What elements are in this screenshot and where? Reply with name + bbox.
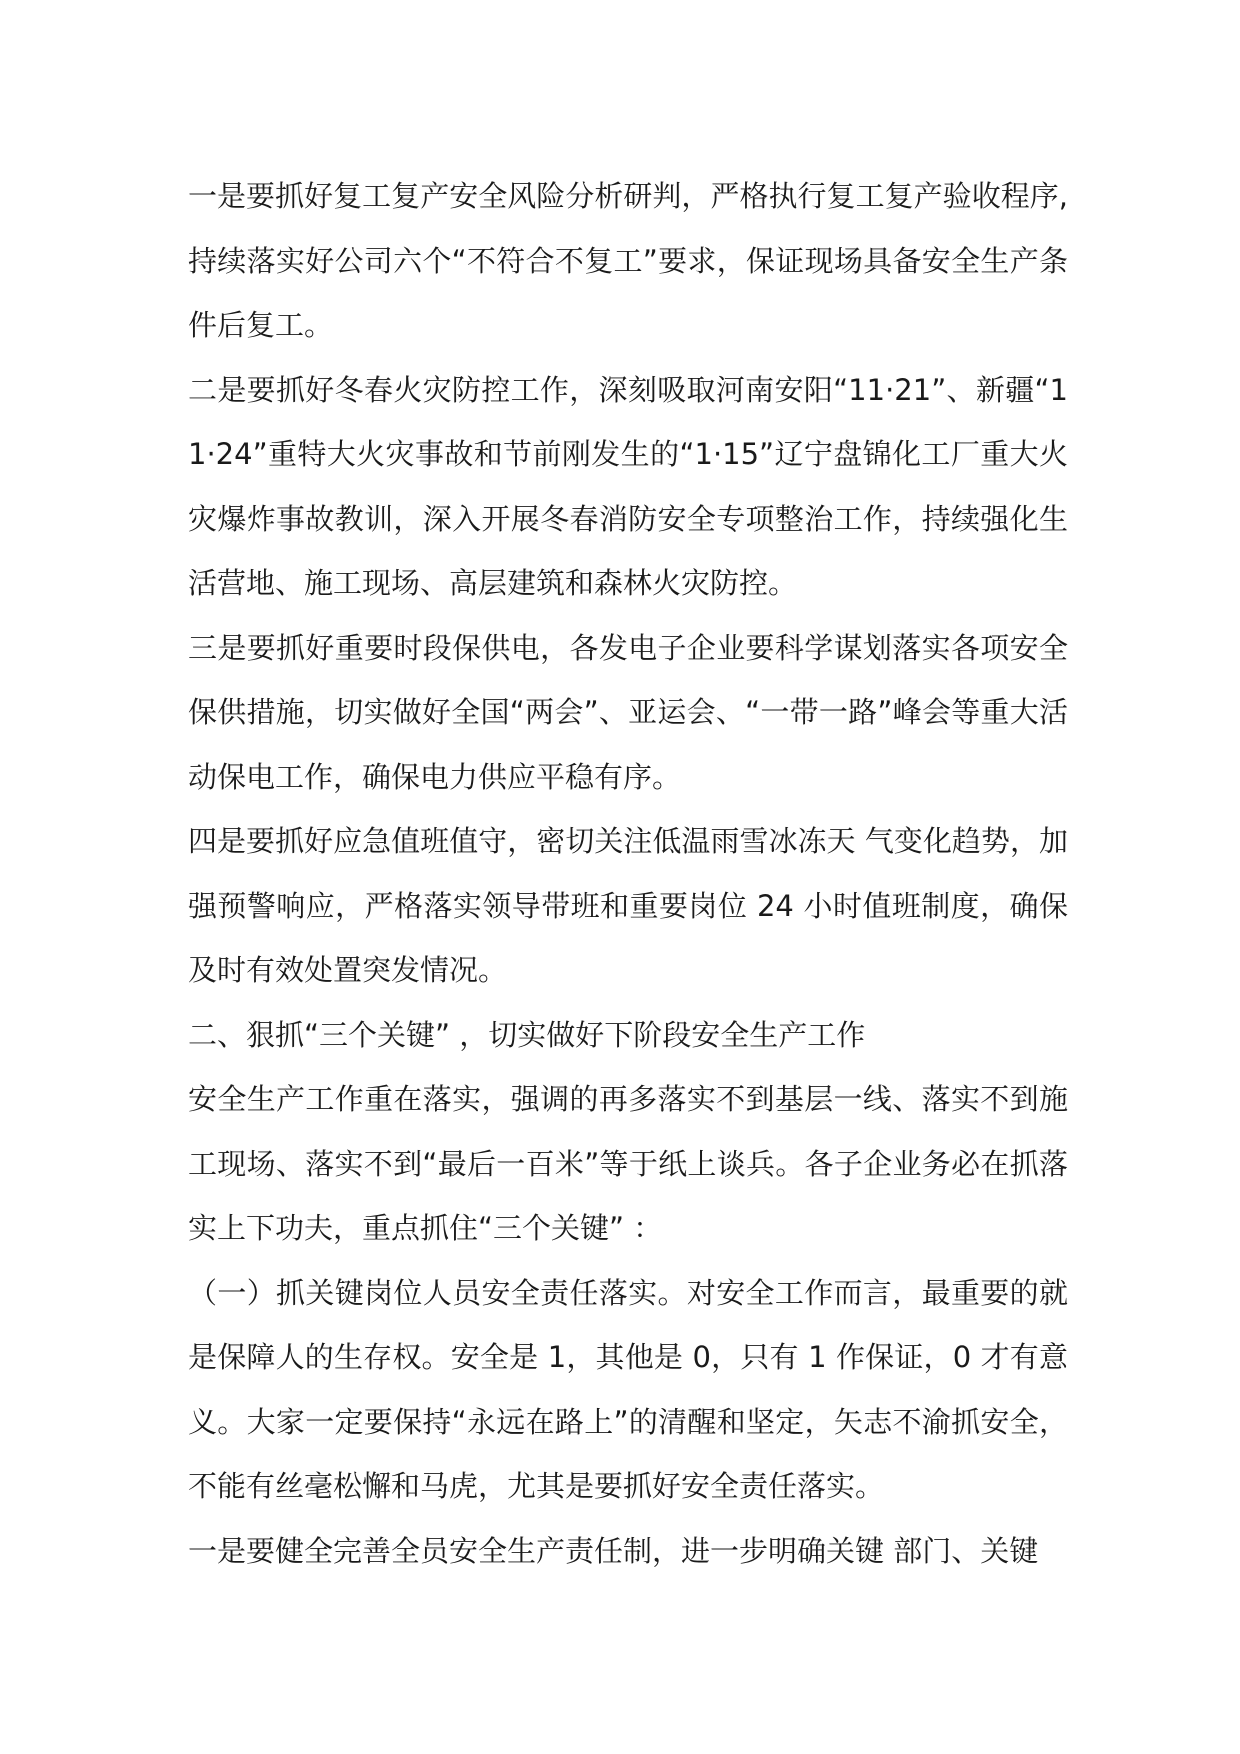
paragraph-implementation: 安全生产工作重在落实，强调的再多落实不到基层一线、落实不到施工现场、落实不到“最后一百米”等于纸上谈兵。各子企业务必在抓落实上下功夫，重点抓住“三个关键” ： [188,1082,1068,1245]
paragraph-fire-prevention: 二是要抓好冬春火灾防控工作，深刻吸取河南安阳“11·21”、新疆“11·24”重特大火灾事故和节前刚发生的“1·15”辽宁盘锦化工厂重大火灾爆炸事故教训，深入开展冬春消防安全专项整治工作，持续强化生活营地、施工现场、高层建筑和森林火灾防控。 [188,372,1068,600]
paragraph-key-positions: （一）抓关键岗位人员安全责任落实。对安全工作而言，最重要的就是保障人的生存权。安全是 1，其他是 0，只有 1 作保证，0 才有意义。大家一定要保持“永远在路上”的清醒和坚定，矢志不渝抓安全，不能有丝毫松懈和马虎，尤其是要抓好安全责任落实。 [188,1275,1068,1503]
document-body [188,164,1068,1583]
section-heading-three-keys: 二、狠抓“三个关键” ，切实做好下阶段安全生产工作 [188,1017,866,1052]
paragraph-resume-work: 一是要抓好复工复产安全风险分析研判，严格执行复工复产验收程序,持续落实好公司六个“不符合不复工”要求，保证现场具备安全生产条件后复工。 [188,179,1068,342]
paragraph-emergency-duty: 四是要抓好应急值班值守，密切关注低温雨雪冰冻天 气变化趋势，加强预警响应，严格落实领导带班和重要岗位 24 小时值班制度，确保及时有效处置突发情况。 [188,824,1068,987]
paragraph-responsibility-system: 一是要健全完善全员安全生产责任制，进一步明确关键 部门、关键 [188,1533,1039,1568]
paragraph-power-supply: 三是要抓好重要时段保供电，各发电子企业要科学谋划落实各项安全保供措施，切实做好全国“两会”、亚运会、“一带一路”峰会等重大活动保电工作，确保电力供应平稳有序。 [188,630,1068,794]
